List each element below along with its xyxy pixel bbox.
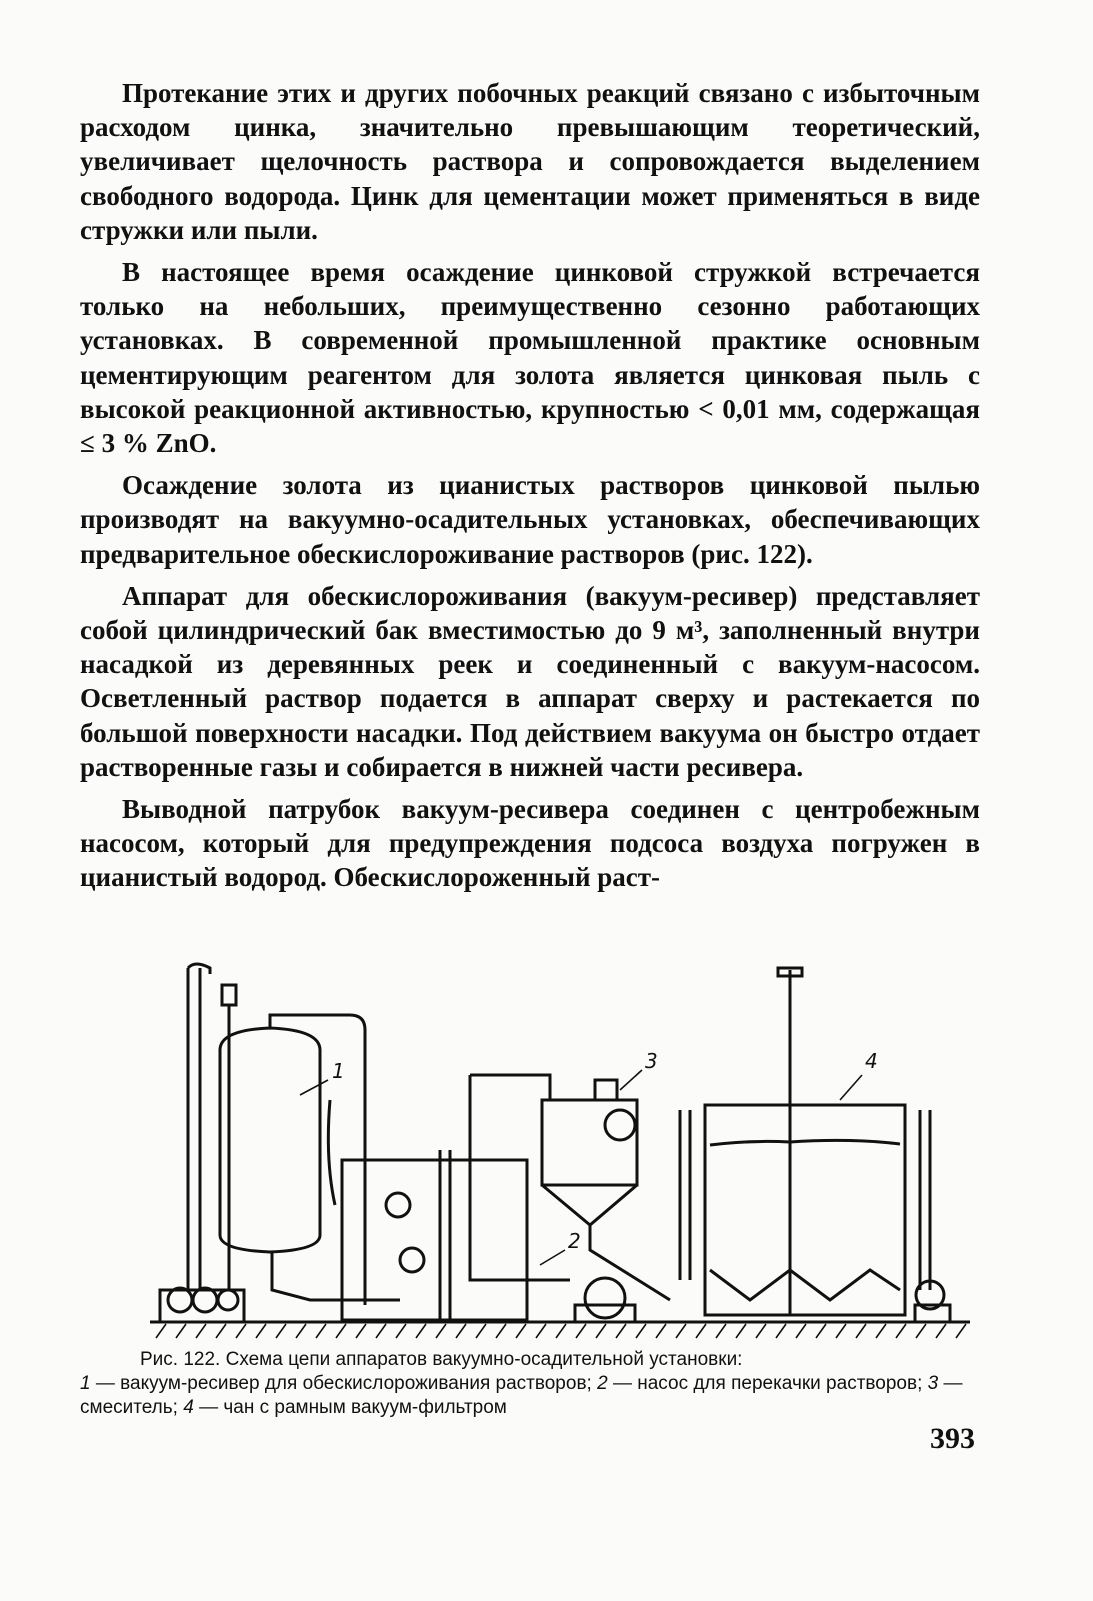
paragraph-5: Выводной патрубок вакуум-ресивера соединен с центробежным насосом, который для предупреждения подсоса воздуха погружен в цианистый водород. Обескислороженный раст-: [80, 794, 980, 893]
legend-text-4: — чан с рамным вакуум-фильтром: [193, 1397, 507, 1418]
page-number: 393: [930, 1422, 975, 1455]
vacuum-plant-schematic: [150, 960, 970, 1345]
paragraph-3: Осаждение золота из цианистых растворов цинковой пылью производят на вакуумно-осадительных установках, обеспечивающих предварительное обескислороживание растворов (рис. 122).: [80, 470, 980, 569]
legend-num-1: 1: [80, 1373, 91, 1394]
filter-vat-4: [680, 968, 950, 1322]
label-1: 1: [332, 1059, 345, 1083]
caption-legend: [80, 1372, 1000, 1420]
paragraph-4: Аппарат для обескислороживания (вакуум-ресивер) представляет собой цилиндрический бак вместимостью до 9 м³, заполненный внутри насадкой из деревянных реек и соединенный с вакуум-насосом. Осветленный раствор подается в аппарат сверху и растекается по большой поверхности насадки. Под действием вакуума он быстро отдает растворенные газы и собирается в нижней части ресивера.: [80, 580, 980, 782]
body-text: [80, 76, 980, 903]
legend-text-3: — смеситель;: [80, 1373, 963, 1418]
legend-num-3: 3: [927, 1373, 939, 1394]
paragraph-1: Протекание этих и других побочных реакций связано с избыточным расходом цинка, значительно превышающим теоретический, увеличивает щелочность раствора и сопровождается выделением свободного водорода. Цинк для цементации может применяться в виде стружки или пыли.: [80, 78, 980, 245]
figure-caption: [80, 1348, 1000, 1420]
pump-tank-2: [342, 1075, 635, 1322]
legend-num-2: 2: [597, 1373, 608, 1394]
vacuum-pump: [160, 964, 244, 1322]
paragraph-2: В настоящее время осаждение цинковой стружкой встречается только на небольших, преимущественно сезонно работающих установках. В современной промышленной практике основным цементирующим реагентом для золота является цинковая пыль с высокой реакционной активностью, крупностью < 0,01 мм, содержащая ≤ 3 % ZnO.: [80, 257, 980, 459]
mixer-3: [542, 1070, 670, 1300]
caption-title: Рис. 122. Схема цепи аппаратов вакуумно-осадительной установки:: [140, 1349, 743, 1370]
label-2: 2: [568, 1229, 581, 1253]
figure-122-diagram: [150, 960, 970, 1345]
legend-text-2: — насос для перекачки растворов;: [607, 1373, 928, 1394]
label-3: 3: [645, 1049, 658, 1073]
ground-hatching: [156, 1324, 966, 1338]
legend-text-1: — вакуум-ресивер для обескислороживания растворов;: [90, 1373, 598, 1394]
legend-num-4: 4: [183, 1397, 194, 1418]
label-4: 4: [865, 1049, 878, 1073]
